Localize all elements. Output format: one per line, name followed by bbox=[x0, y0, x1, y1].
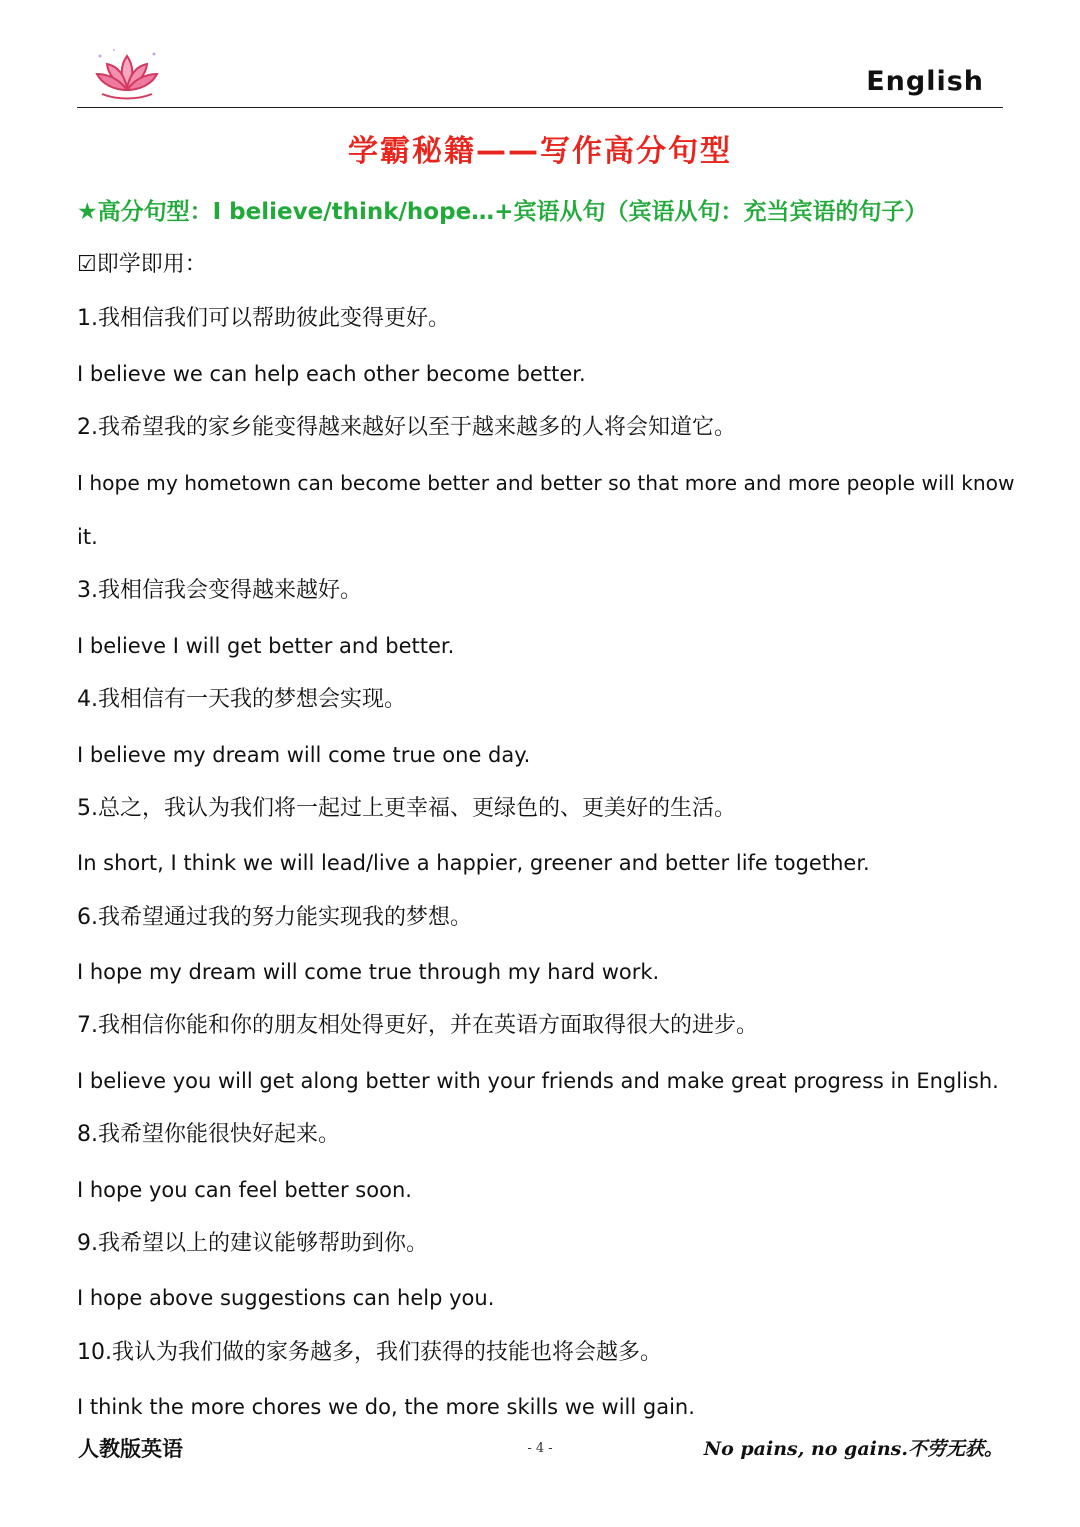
page-title: 学霸秘籍——写作高分句型 bbox=[348, 134, 732, 169]
sentence-zh-7: 7.我相信你能和你的朋友相处得更好，并在英语方面取得很大的进步。 bbox=[77, 1013, 758, 1039]
sentence-en-4: I believe my dream will come true one day. bbox=[77, 742, 531, 767]
sentence-zh-5: 5.总之，我认为我们将一起过上更幸福、更绿色的、更美好的生活。 bbox=[77, 795, 736, 821]
sentence-en-10: I think the more chores we do, the more skills we will gain. bbox=[77, 1395, 695, 1420]
footer-publisher: 人教版英语 bbox=[78, 1436, 183, 1461]
sentence-en-7: I believe you will get along better with your friends and make great progress in English. bbox=[77, 1068, 999, 1093]
lotus-icon bbox=[92, 44, 162, 104]
section-subtitle: ★高分句型：I believe/think/hope…+宾语从句（宾语从句：充当宾语的句子） bbox=[77, 199, 928, 225]
sentence-zh-4: 4.我相信有一天我的梦想会实现。 bbox=[77, 687, 406, 713]
practice-label: ☑即学即用： bbox=[77, 252, 207, 277]
page-number: - 4 - bbox=[527, 1441, 553, 1456]
sentence-zh-10: 10.我认为我们做的家务越多，我们获得的技能也将会越多。 bbox=[77, 1339, 662, 1365]
sentence-en-9: I hope above suggestions can help you. bbox=[77, 1286, 495, 1311]
sentence-en-2-cont: it. bbox=[77, 524, 98, 549]
sentence-zh-9: 9.我希望以上的建议能够帮助到你。 bbox=[77, 1231, 428, 1257]
sentence-en-1: I believe we can help each other become better. bbox=[77, 361, 586, 386]
sentence-en-2: I hope my hometown can become better and better so that more and more people will know bbox=[77, 470, 1015, 495]
sentence-en-5: In short, I think we will lead/live a happier, greener and better life together. bbox=[77, 851, 870, 876]
sentence-list bbox=[77, 245, 1015, 1442]
sentence-zh-3: 3.我相信我会变得越来越好。 bbox=[77, 578, 362, 604]
sentence-en-3: I believe I will get better and better. bbox=[77, 633, 455, 658]
sentence-en-6: I hope my dream will come true through my hard work. bbox=[77, 960, 660, 985]
header-divider bbox=[77, 107, 1003, 108]
sentence-zh-1: 1.我相信我们可以帮助彼此变得更好。 bbox=[77, 306, 450, 332]
sentence-zh-6: 6.我希望通过我的努力能实现我的梦想。 bbox=[77, 904, 472, 930]
sentence-en-8: I hope you can feel better soon. bbox=[77, 1177, 412, 1202]
sentence-zh-8: 8.我希望你能很快好起来。 bbox=[77, 1122, 340, 1148]
header-label: English bbox=[866, 66, 984, 97]
footer-motto: No pains, no gains.不劳无获。 bbox=[703, 1438, 1003, 1460]
sentence-zh-2: 2.我希望我的家乡能变得越来越好以至于越来越多的人将会知道它。 bbox=[77, 415, 736, 441]
